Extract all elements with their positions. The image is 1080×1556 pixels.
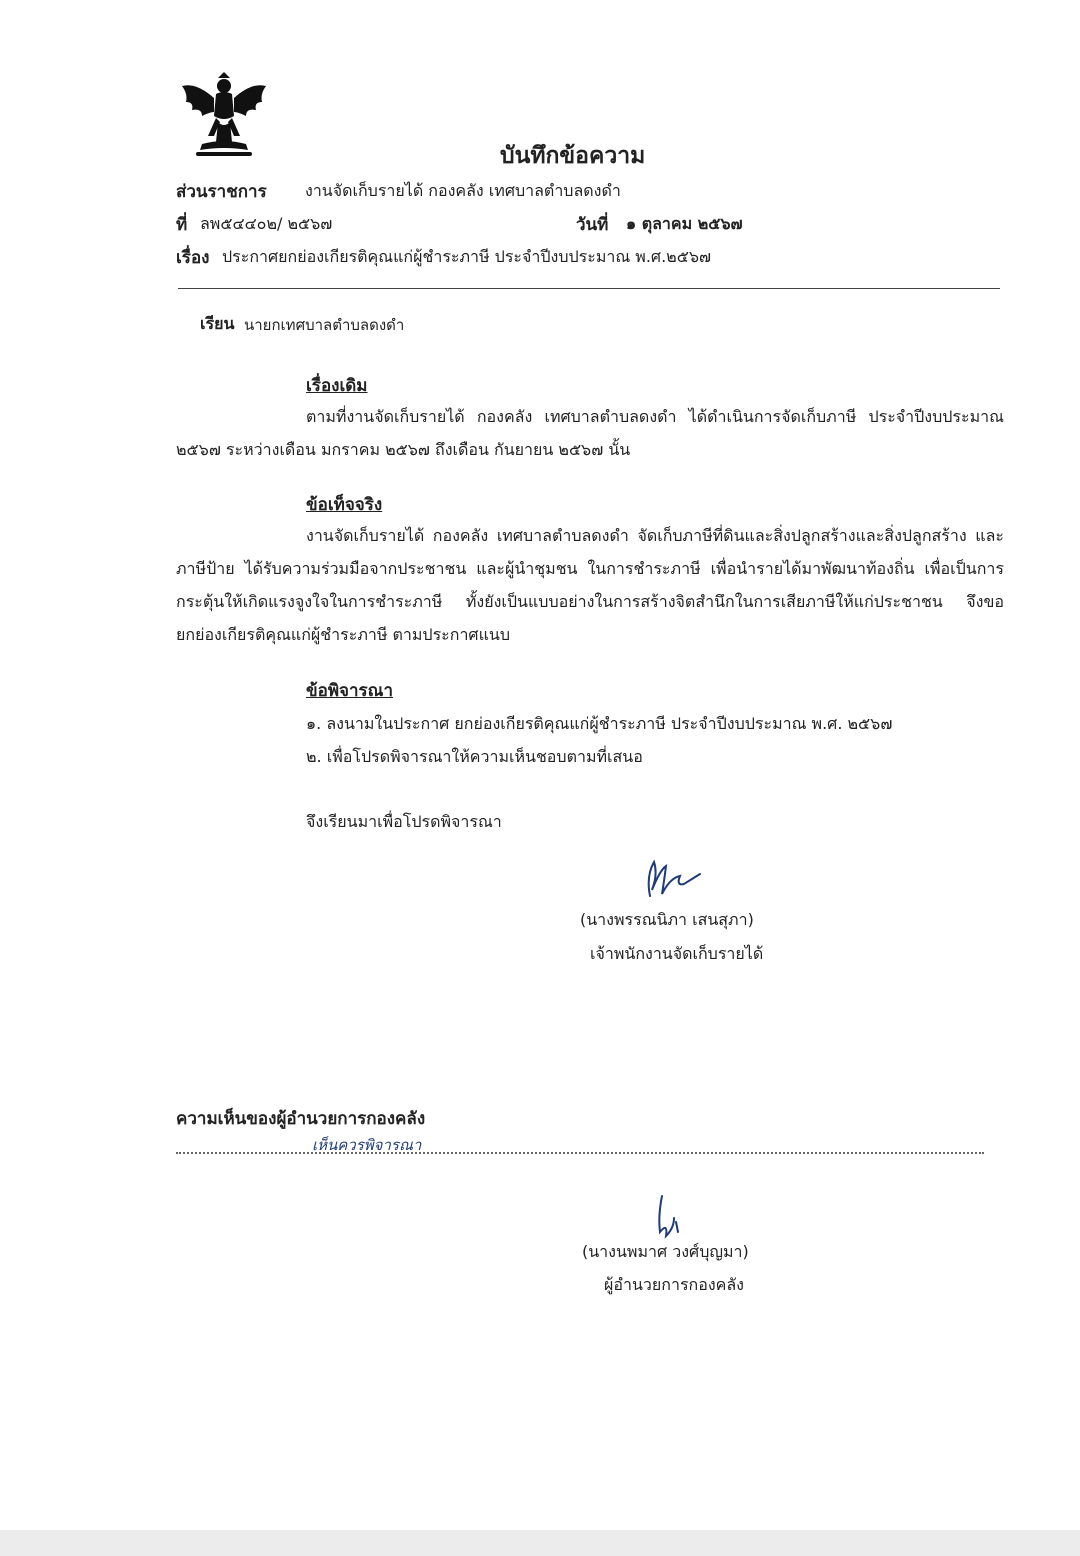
date-value: ๑ ตุลาคม ๒๕๖๗ bbox=[626, 214, 743, 233]
director-signature bbox=[648, 1192, 688, 1246]
opinion-dotted-line bbox=[176, 1152, 984, 1154]
memo-title: บันทึกข้อความ bbox=[500, 143, 646, 169]
date-label: วันที่ bbox=[576, 215, 609, 235]
subject-value: ประกาศยกย่องเกียรติคุณแก่ผู้ชำระภาษี ประจำปีงบประมาณ พ.ศ.๒๕๖๗ bbox=[222, 247, 712, 266]
revenue-officer-position: เจ้าพนักงานจัดเก็บรายได้ bbox=[590, 944, 764, 963]
garuda-emblem-icon bbox=[178, 72, 270, 160]
department-label: ส่วนราชการ bbox=[176, 182, 267, 202]
facts-heading: ข้อเท็จจริง bbox=[306, 495, 383, 515]
consideration-heading: ข้อพิจารณา bbox=[306, 681, 393, 701]
director-handwritten-note: เห็นควรพิจารณา bbox=[312, 1136, 422, 1154]
page-bottom-edge bbox=[0, 1530, 1080, 1556]
facts-paragraph: งานจัดเก็บรายได้ กองคลัง เทศบาลตำบลดงดำ จัดเก็บภาษีที่ดินและสิ่งปลูกสร้างและสิ่งปลูกสร้าง และภาษีป้าย ได้รับความร่วมมือจากประชาชน และผู้นำชุมชน ในการชำระภาษี เพื่อนำรายได้มาพัฒนาท้องถิ่น เพื่อเป็นการกระตุ้นให้เกิดแรงจูงใจในการชำระภาษี ทั้งยังเป็นแบบอย่างในการสร้างจิตสำนึกในการเสียภาษีให้แก่ประชาชน จึงขอยกย่องเกียรติคุณแก่ผู้ชำระภาษี ตามประกาศแนบ bbox=[176, 526, 1004, 644]
closing-line: จึงเรียนมาเพื่อโปรดพิจารณา bbox=[306, 812, 502, 831]
salutation-value: นายกเทศบาลตำบลดงดำ bbox=[244, 316, 405, 334]
header-divider bbox=[178, 288, 1000, 289]
department-value: งานจัดเก็บรายได้ กองคลัง เทศบาลตำบลดงดำ bbox=[305, 181, 621, 200]
background-paragraph: ตามที่งานจัดเก็บรายได้ กองคลัง เทศบาลตำบลดงดำ ได้ดำเนินการจัดเก็บภาษี ประจำปีงบประมาณ ๒๕๖๗ ระหว่างเดือน มกราคม ๒๕๖๗ ถึงเดือน กันยายน ๒๕๖๗ นั้น bbox=[176, 407, 1004, 459]
salutation-label: เรียน bbox=[200, 314, 235, 333]
director-position: ผู้อำนวยการกองคลัง bbox=[604, 1275, 744, 1294]
reference-value: ลพ๕๔๔๐๒/ ๒๕๖๗ bbox=[200, 214, 333, 233]
reference-label: ที่ bbox=[176, 215, 188, 235]
revenue-officer-name: (นางพรรณนิภา เสนสุภา) bbox=[580, 910, 754, 929]
director-opinion-label: ความเห็นของผู้อำนวยการกองคลัง bbox=[176, 1109, 426, 1129]
background-heading: เรื่องเดิม bbox=[306, 376, 368, 396]
consideration-item: ๒. เพื่อโปรดพิจารณาให้ความเห็นชอบตามที่เสนอ bbox=[306, 747, 643, 766]
subject-label: เรื่อง bbox=[176, 248, 210, 268]
director-name: (นางนพมาศ วงศ์บุญมา) bbox=[582, 1242, 749, 1261]
consideration-item: ๑. ลงนามในประกาศ ยกย่องเกียรติคุณแก่ผู้ชำระภาษี ประจำปีงบประมาณ พ.ศ. ๒๕๖๗ bbox=[306, 714, 893, 733]
revenue-officer-signature bbox=[636, 856, 706, 904]
